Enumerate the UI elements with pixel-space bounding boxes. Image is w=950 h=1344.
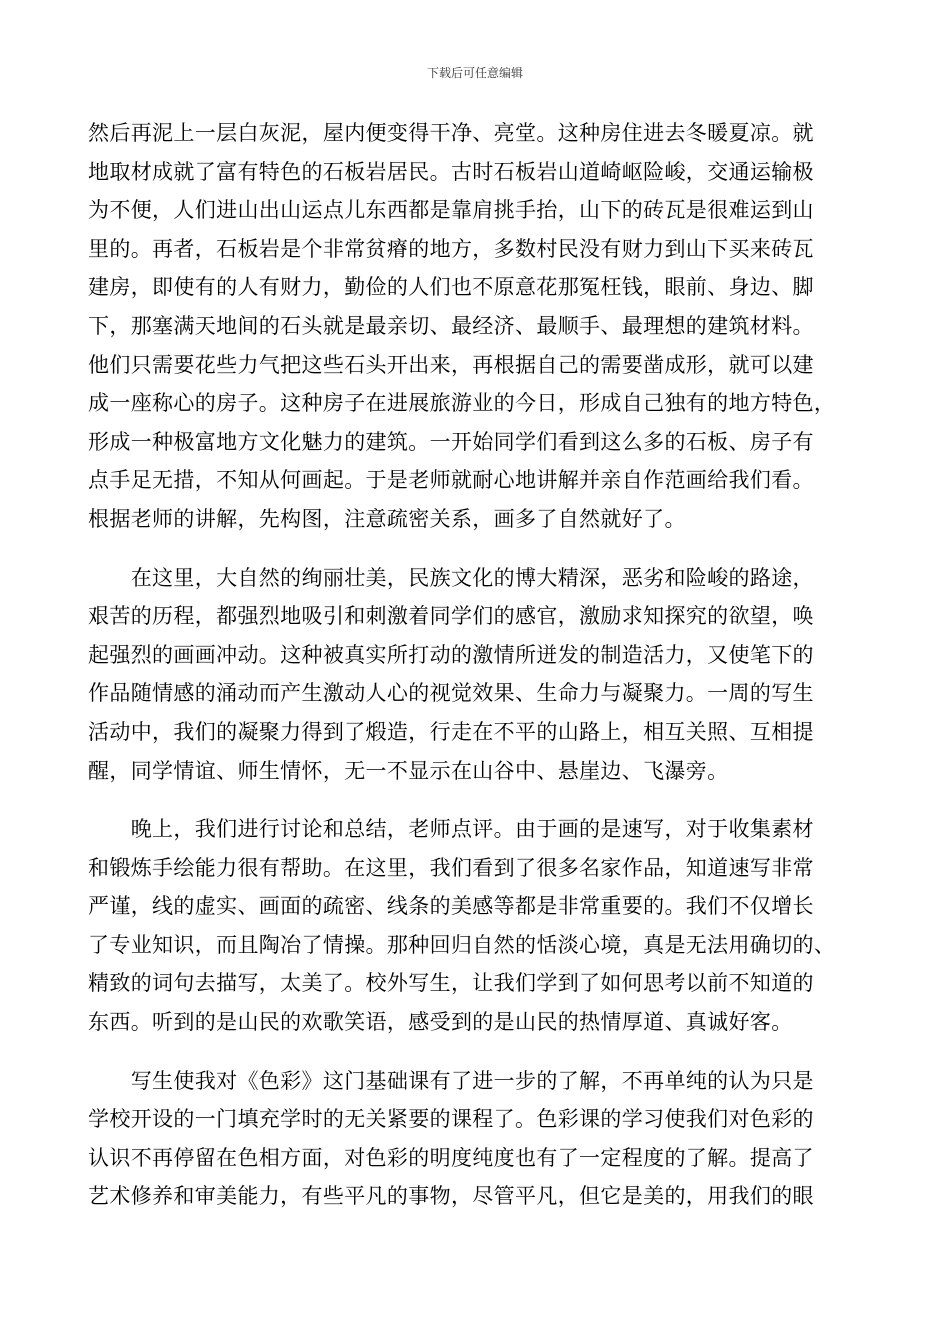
paragraph-4 [88,1062,858,1216]
text-line: 活动中，我们的凝聚力得到了煅造，行走在不平的山路上，相互关照、互相提 [88,719,814,744]
text-line: 写生使我对《色彩》这门基础课有了进一步的了解，不再单纯的认为只是 [88,1068,814,1093]
text-line: 点手足无措，不知从何画起。于是老师就耐心地讲解并亲自作范画给我们看。 [88,468,814,493]
text-line: 了专业知识，而且陶冶了情操。那种回归自然的恬淡心境，真是无法用确切的、 [88,932,836,957]
text-line: 东西。听到的是山民的欢歌笑语，感受到的是山民的热情厚道、真诚好客。 [88,1010,793,1035]
text-line: 形成一种极富地方文化魅力的建筑。一开始同学们看到这么多的石板、房子有 [88,429,814,454]
text-line: 然后再泥上一层白灰泥，屋内便变得干净、亮堂。这种房住进去冬暖夏凉。就 [88,121,814,145]
text-line: 在这里，大自然的绚丽壮美，民族文化的博大精深，恶劣和险峻的路途， [88,565,814,590]
text-line: 学校开设的一门填充学时的无关紧要的课程了。色彩课的学习使我们对色彩的 [88,1107,814,1132]
text-line: 严谨，线的虚实、画面的疏密、线条的美感等都是非常重要的。我们不仅增长 [88,894,814,919]
text-line: 为不便，人们进山出山运点儿东西都是靠肩挑手抬，山下的砖瓦是很难运到山 [88,198,814,223]
text-line: 晚上，我们进行讨论和总结，老师点评。由于画的是速写，对于收集素材 [88,817,814,842]
text-line: 艰苦的历程，都强烈地吸引和刺激着同学们的感官，激励求知探究的欲望，唤 [88,604,814,629]
text-line: 作品随情感的涌动而产生激动人心的视觉效果、生命力与凝聚力。一周的写生 [88,681,814,706]
text-line: 地取材成就了富有特色的石板岩居民。古时石板岩山道崎岖险峻，交通运输极 [88,159,814,184]
text-line: 认识不再停留在色相方面，对色彩的明度纯度也有了一定程度的了解。提高了 [88,1145,814,1170]
text-line: 醒，同学情谊、师生情怀，无一不显示在山谷中、悬崖边、飞瀑旁。 [88,758,729,783]
document-body [88,114,858,1216]
text-line: 成一座称心的房子。这种房子在进展旅游业的今日，形成自己独有的地方特色， [88,391,836,416]
page-header: 下载后可任意编辑 [426,66,523,80]
text-line: 和锻炼手绘能力很有帮助。在这里，我们看到了很多名家作品，知道速写非常 [88,855,814,880]
paragraph-2 [88,559,858,791]
text-line: 艺术修养和审美能力，有些平凡的事物，尽管平凡，但它是美的，用我们的眼 [88,1184,814,1209]
text-line: 精致的词句去描写，太美了。校外写生，让我们学到了如何思考以前不知道的 [88,971,814,996]
text-line: 起强烈的画画冲动。这种被真实所打动的激情所迸发的制造活力，又使笔下的 [88,642,814,667]
text-line: 根据老师的讲解，先构图，注意疏密关系，画多了自然就好了。 [88,506,686,531]
text-line: 下，那塞满天地间的石头就是最亲切、最经济、最顺手、最理想的建筑材料。 [88,313,814,338]
paragraph-1 [88,114,858,539]
paragraph-3 [88,810,858,1042]
text-line: 建房，即使有的人有财力，勤俭的人们也不原意花那冤枉钱，眼前、身边、脚 [88,275,814,300]
text-line: 里的。再者，石板岩是个非常贫瘠的地方，多数村民没有财力到山下买来砖瓦 [88,236,814,261]
text-line: 他们只需要花些力气把这些石头开出来，再根据自己的需要凿成形，就可以建 [88,352,814,377]
